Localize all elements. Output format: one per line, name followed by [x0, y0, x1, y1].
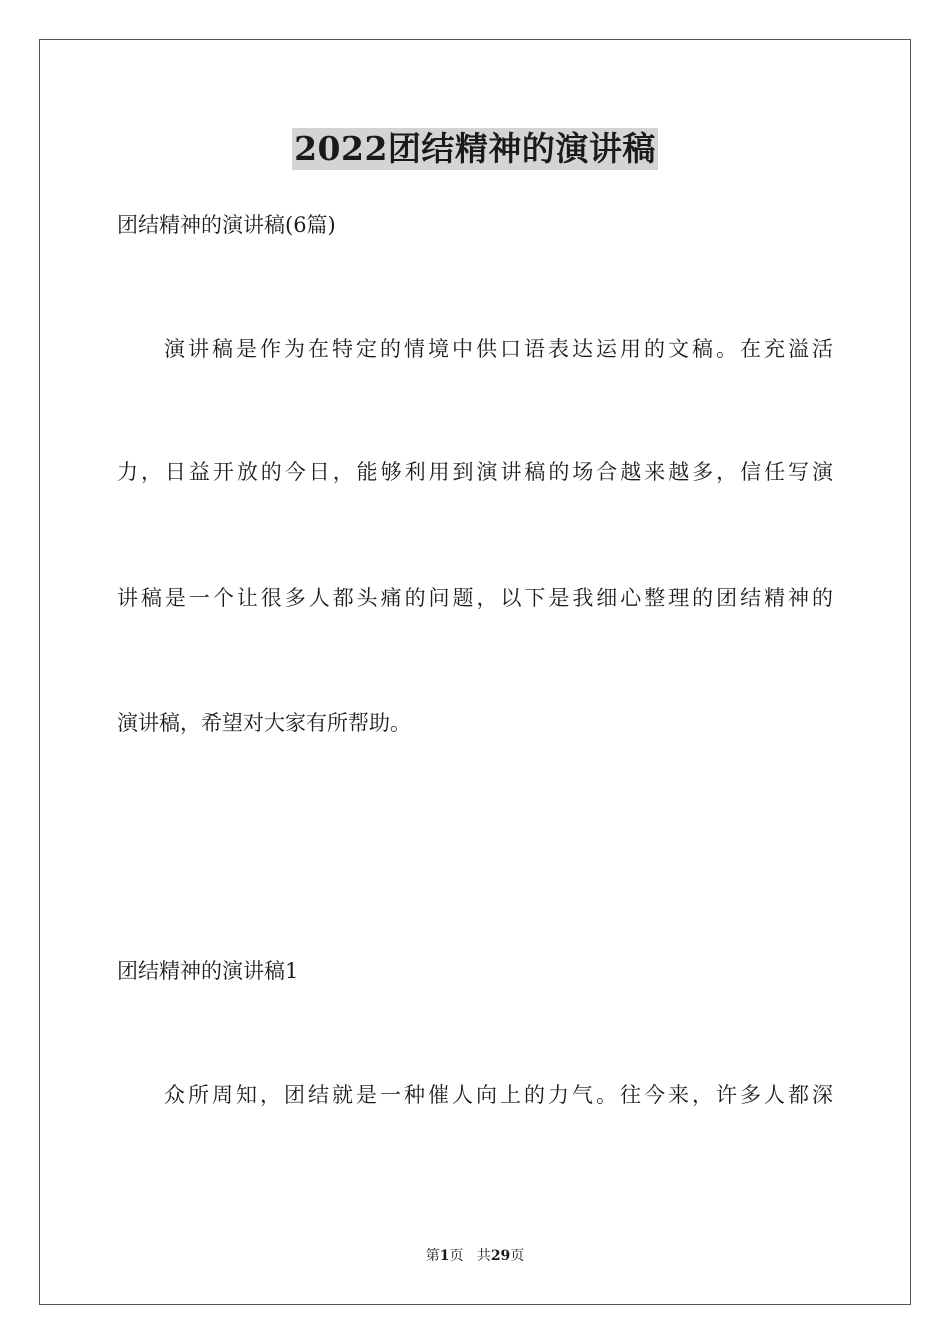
footer-page-number: 1 — [439, 1248, 450, 1264]
section-heading: 团结精神的演讲稿1 — [117, 959, 299, 983]
footer-total-suffix: 页 — [510, 1248, 525, 1264]
intro-line-2: 力，日益开放的今日，能够利用到演讲稿的场合越来越多，信任写演 — [117, 460, 833, 484]
footer-page-suffix: 页 — [449, 1248, 464, 1264]
intro-line-4: 演讲稿，希望对大家有所帮助。 — [117, 711, 411, 735]
document-title: 2022团结精神的演讲稿 — [294, 129, 656, 168]
footer-total-prefix: 共 — [476, 1248, 491, 1264]
title-container — [0, 128, 950, 170]
footer-page-prefix: 第 — [425, 1248, 440, 1264]
intro-line-1: 演讲稿是作为在特定的情境中供口语表达运用的文稿。在充溢活 — [164, 337, 833, 361]
document-subtitle: 团结精神的演讲稿(6篇) — [117, 213, 336, 237]
footer-total-pages: 29 — [490, 1248, 511, 1264]
page-footer — [0, 1246, 950, 1266]
section-line-1: 众所周知，团结就是一种催人向上的力气。往今来，许多人都深 — [164, 1083, 833, 1107]
intro-line-3: 讲稿是一个让很多人都头痛的问题，以下是我细心整理的团结精神的 — [117, 586, 833, 610]
